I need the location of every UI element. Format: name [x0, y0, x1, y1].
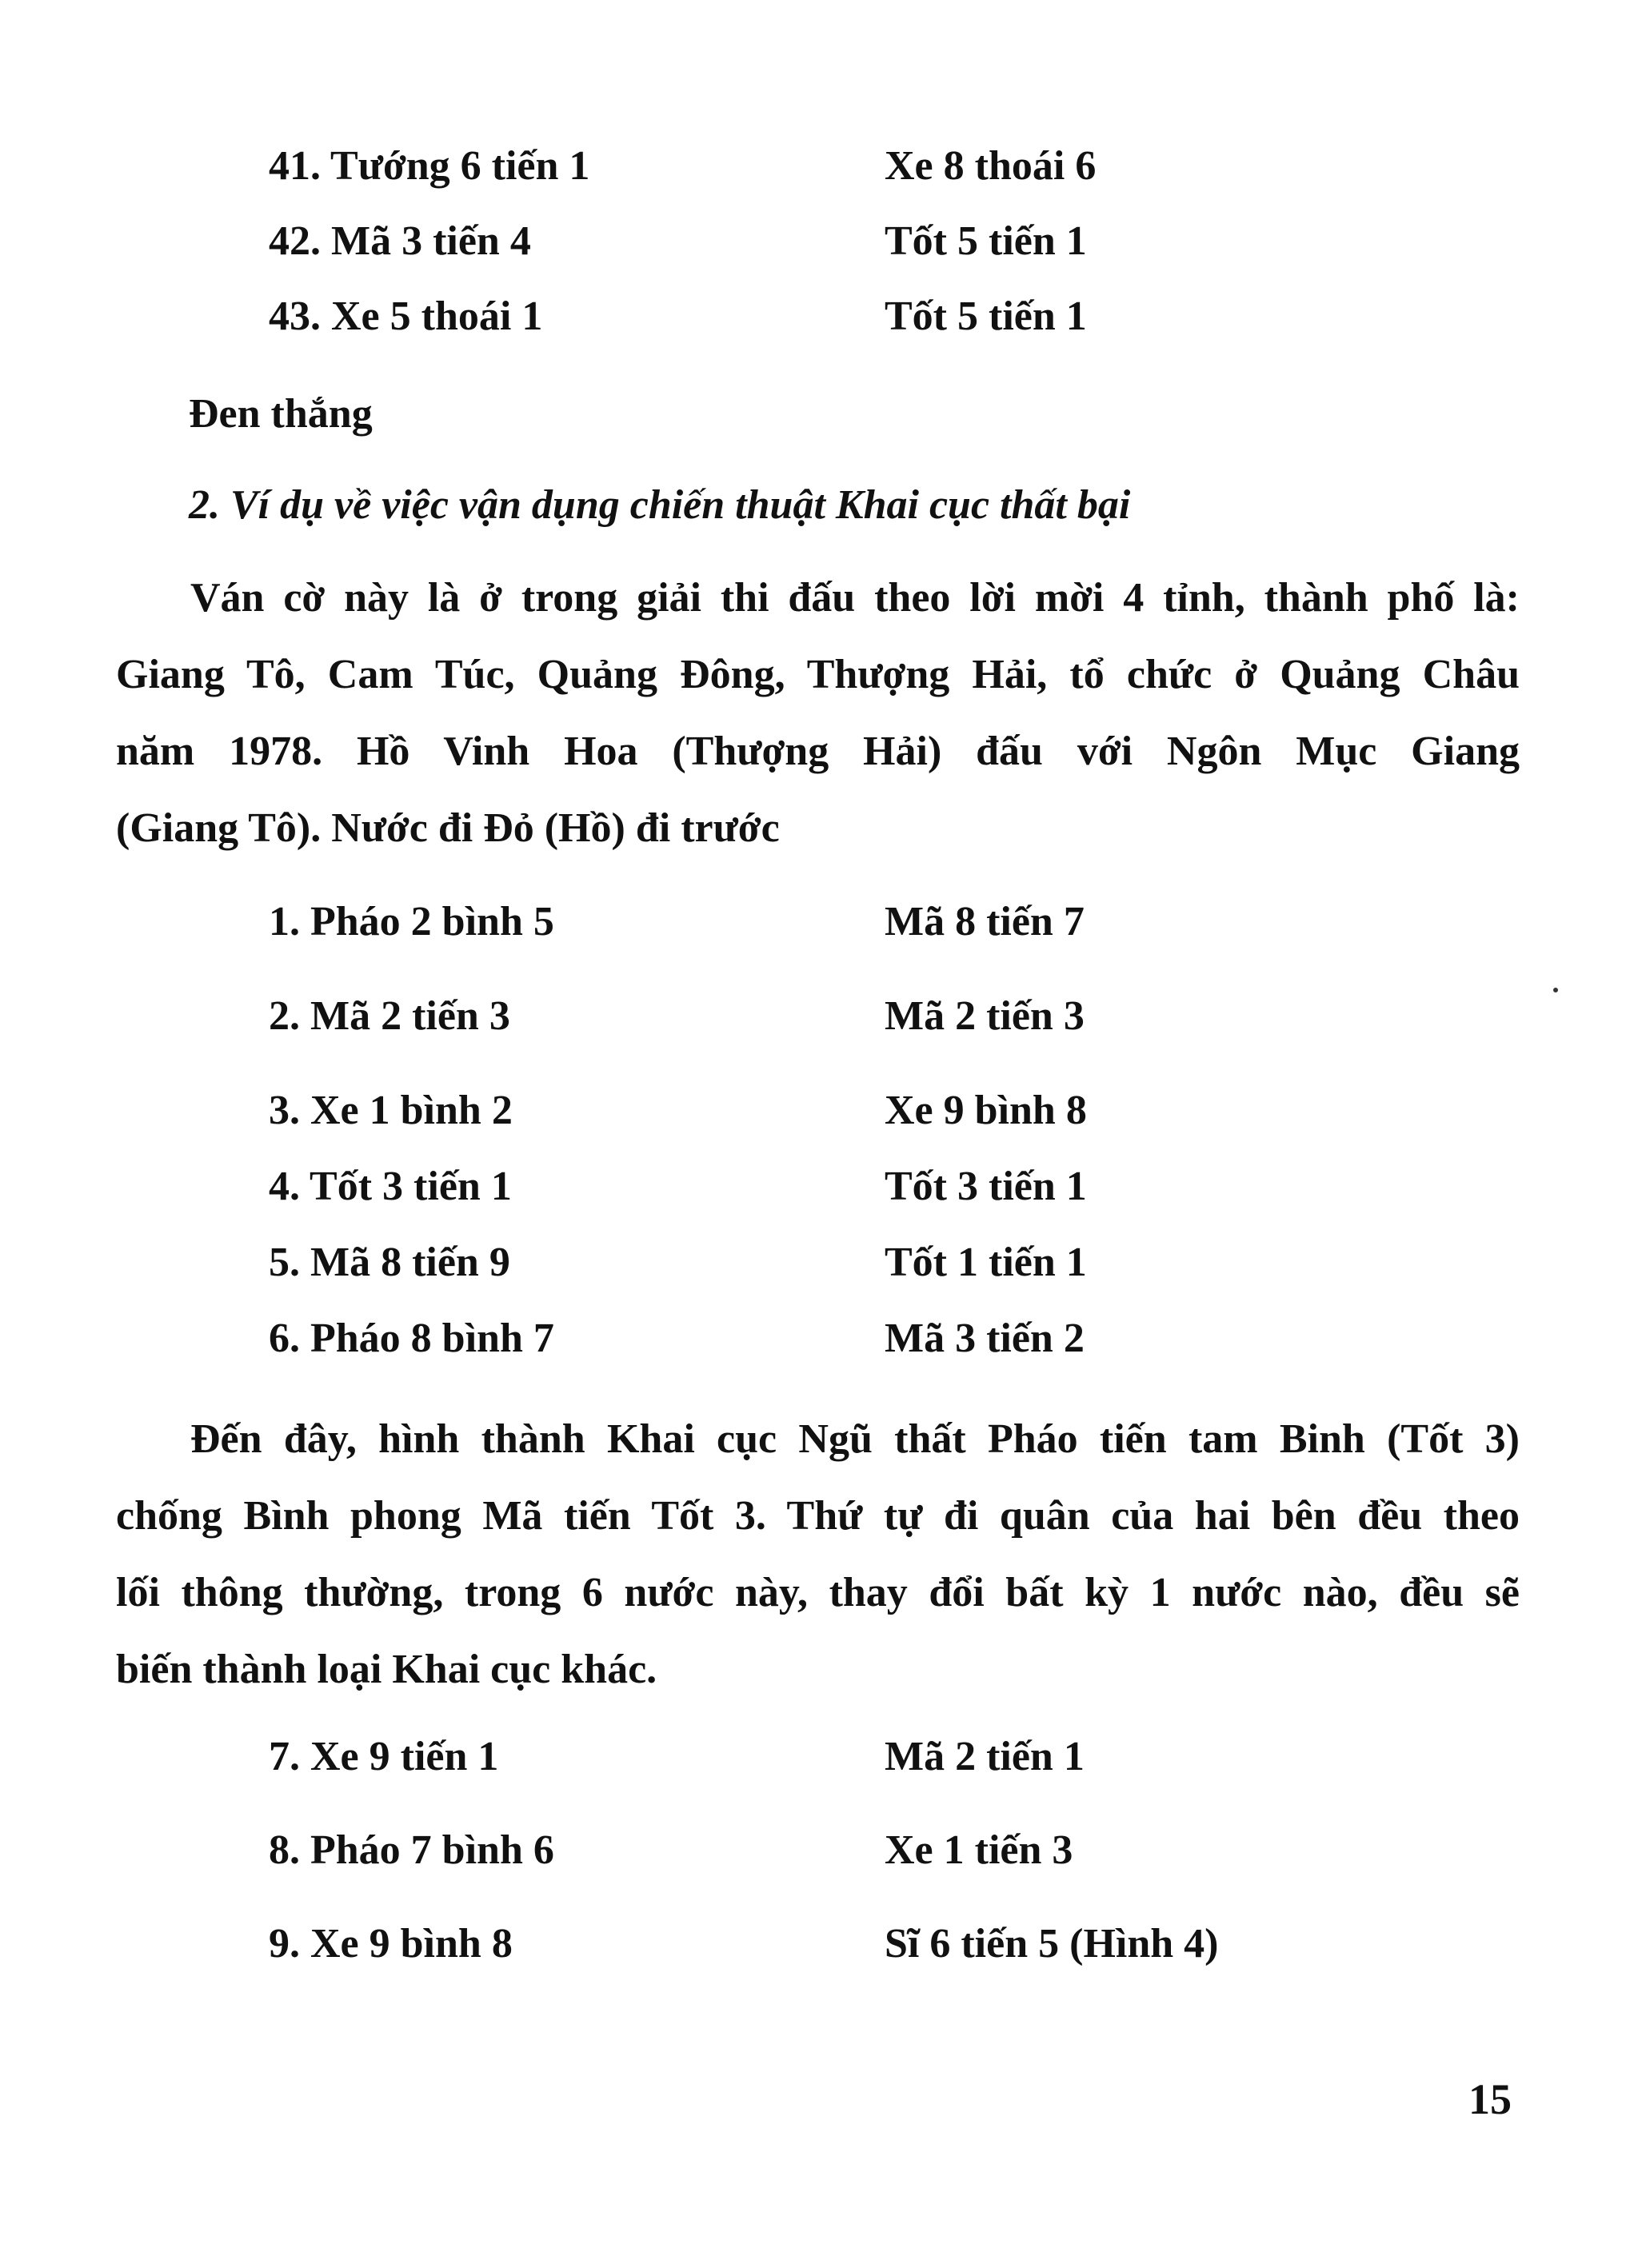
move-row: [0, 1231, 1638, 1295]
red-move: 8. Pháo 7 bình 6: [269, 1827, 554, 1873]
red-move: 5. Mã 8 tiến 9: [269, 1240, 510, 1285]
red-move: 3. Xe 1 bình 2: [269, 1088, 513, 1133]
black-move: Tốt 5 tiến 1: [885, 293, 1087, 339]
move-row: [0, 285, 1638, 349]
red-move: 9. Xe 9 bình 8: [269, 1921, 513, 1967]
move-row: [0, 1155, 1638, 1219]
red-move: 2. Mã 2 tiến 3: [269, 993, 510, 1039]
black-move: Mã 3 tiến 2: [885, 1316, 1085, 1361]
move-row: [0, 1819, 1638, 1883]
black-move: Tốt 1 tiến 1: [885, 1240, 1087, 1285]
commentary-paragraph: [116, 1401, 1520, 1708]
black-move: Mã 8 tiến 7: [885, 899, 1085, 944]
intro-paragraph: [116, 560, 1520, 867]
move-row: [0, 1079, 1638, 1143]
print-speck: [1553, 988, 1558, 992]
move-row: [0, 1912, 1638, 1976]
red-move: 6. Pháo 8 bình 7: [269, 1316, 554, 1361]
paragraph-line: biến thành loại Khai cục khác.: [116, 1647, 657, 1692]
paragraph-line: lối thông thường, trong 6 nước này, thay đổi bất kỳ 1 nước nào, đều sẽ: [116, 1570, 1520, 1615]
move-row: [0, 890, 1638, 954]
black-move: Tốt 5 tiến 1: [885, 218, 1087, 264]
game-result: Đen thắng: [189, 391, 373, 437]
move-row: [0, 984, 1638, 1048]
paragraph-line: (Giang Tô). Nước đi Đỏ (Hồ) đi trước: [116, 805, 780, 851]
move-row: [0, 134, 1638, 198]
red-move: 43. Xe 5 thoái 1: [269, 293, 543, 339]
paragraph-line: Giang Tô, Cam Túc, Quảng Đông, Thượng Hải, tổ chức ở Quảng Châu: [116, 652, 1520, 697]
black-move: Xe 1 tiến 3: [885, 1827, 1073, 1873]
black-move: Mã 2 tiến 3: [885, 993, 1085, 1039]
page-number: 15: [1468, 2075, 1512, 2123]
paragraph-line: Ván cờ này là ở trong giải thi đấu theo lời mời 4 tỉnh, thành phố là:: [190, 575, 1520, 621]
red-move: 42. Mã 3 tiến 4: [269, 218, 531, 264]
paragraph-line: chống Bình phong Mã tiến Tốt 3. Thứ tự đi quân của hai bên đều theo: [116, 1493, 1520, 1539]
paragraph-line: năm 1978. Hồ Vinh Hoa (Thượng Hải) đấu với Ngôn Mục Giang: [116, 729, 1520, 774]
red-move: 7. Xe 9 tiến 1: [269, 1734, 499, 1779]
red-move: 1. Pháo 2 bình 5: [269, 899, 554, 944]
black-move: Sĩ 6 tiến 5 (Hình 4): [885, 1921, 1219, 1967]
black-move: Tốt 3 tiến 1: [885, 1164, 1087, 1209]
red-move: 4. Tốt 3 tiến 1: [269, 1164, 512, 1209]
move-row: [0, 1725, 1638, 1789]
move-row: [0, 1307, 1638, 1371]
move-row: [0, 210, 1638, 274]
black-move: Xe 9 bình 8: [885, 1088, 1087, 1133]
paragraph-line: Đến đây, hình thành Khai cục Ngũ thất Pháo tiến tam Binh (Tốt 3): [190, 1416, 1520, 1462]
black-move: Xe 8 thoái 6: [885, 143, 1097, 189]
red-move: 41. Tướng 6 tiến 1: [269, 143, 590, 189]
section-heading: 2. Ví dụ về việc vận dụng chiến thuật Khai cục thất bại: [189, 482, 1131, 528]
black-move: Mã 2 tiến 1: [885, 1734, 1085, 1779]
